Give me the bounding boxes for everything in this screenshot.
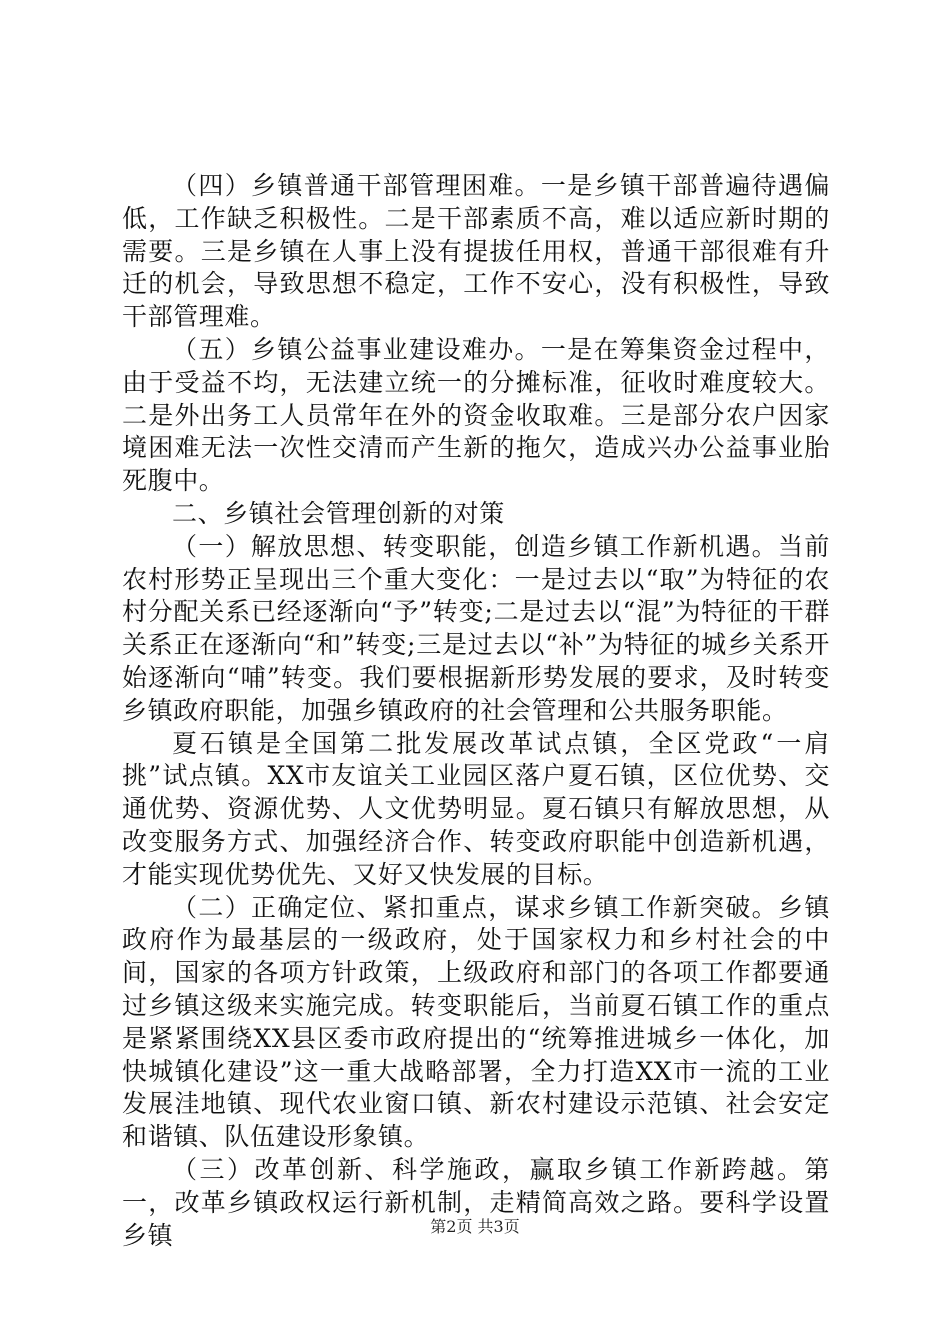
paragraph-3-reform: （三）改革创新、科学施政，赢取乡镇工作新跨越。第一，改革乡镇政权运行新机制，走精简高效之路。要科学设置乡镇 xyxy=(122,1154,830,1250)
paragraph-1-emancipate-mind: （一）解放思想、转变职能，创造乡镇工作新机遇。当前农村形势正呈现出三个重大变化：一是过去以“取”为特征的农村分配关系已经逐渐向“予”转变;二是过去以“混”为特征的干群关系正在逐渐向“和”转变;三是过去以“补”为特征的城乡关系开始逐渐向“哺”转变。我们要根据新形势发展的要求，及时转变乡镇政府职能，加强乡镇政府的社会管理和公共服务职能。 xyxy=(122,531,830,725)
section-heading-countermeasures: 二、乡镇社会管理创新的对策 xyxy=(172,498,505,528)
page-number-footer: 第2页 共3页 xyxy=(430,1217,520,1236)
paragraph-2-positioning: （二）正确定位、紧扣重点，谋求乡镇工作新突破。乡镇政府作为最基层的一级政府，处于国家权力和乡村社会的中间，国家的各项方针政策，上级政府和部门的各项工作都要通过乡镇这级来实施完成。转变职能后，当前夏石镇工作的重点是紧紧围绕XX县区委市政府提出的“统筹推进城乡一体化，加快城镇化建设”这一重大战略部署，全力打造XX市一流的工业发展洼地镇、现代农业窗口镇、新农村建设示范镇、社会安定和谐镇、队伍建设形象镇。 xyxy=(122,892,830,1152)
paragraph-4-cadre-management: （四）乡镇普通干部管理困难。一是乡镇干部普遍待遇偏低，工作缺乏积极性。二是干部素质不高，难以适应新时期的需要。三是乡镇在人事上没有提拔任用权，普通干部很难有升迁的机会，导致思想不稳定，工作不安心，没有积极性，导致干部管理难。 xyxy=(122,171,830,332)
paragraph-5-public-welfare: （五）乡镇公益事业建设难办。一是在筹集资金过程中，由于受益不均，无法建立统一的分摊标准，征收时难度较大。二是外出务工人员常年在外的资金收取难。三是部分农户因家境困难无法一次性交清而产生新的拖欠，造成兴办公益事业胎死腹中。 xyxy=(122,334,830,496)
paragraph-xiashi-town: 夏石镇是全国第二批发展改革试点镇，全区党政“一肩挑”试点镇。XX市友谊关工业园区落户夏石镇，区位优势、交通优势、资源优势、人文优势明显。夏石镇只有解放思想，从改变服务方式、加强经济合作、转变政府职能中创造新机遇，才能实现优势优先、又好又快发展的目标。 xyxy=(122,728,830,889)
document-body xyxy=(122,170,830,1252)
